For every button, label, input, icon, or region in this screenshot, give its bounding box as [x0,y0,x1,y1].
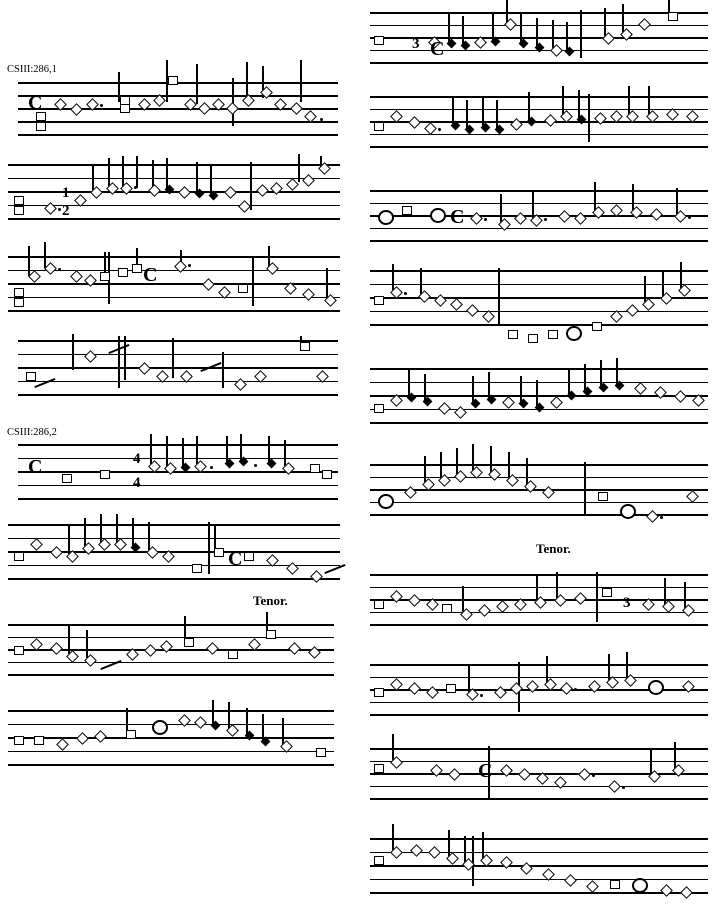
punctum-dot [404,292,407,295]
staff-line [8,191,340,193]
punctum-dot [438,128,441,131]
punctum-dot [254,464,257,467]
staff-line [8,538,340,540]
square-note [100,470,110,479]
square-note [374,296,384,305]
open-circle-note [378,210,394,225]
staff-line [370,677,708,679]
staff-line [8,624,334,626]
barline [250,162,252,210]
staff-line [370,96,708,98]
note-stem [172,338,174,378]
mensuration-numeral: 3 [623,595,631,611]
source-sigla: CSIII:286,2 [7,427,57,438]
square-note [132,264,142,273]
staff-line [370,748,708,750]
punctum-dot [210,466,213,469]
open-circle-note [430,208,446,223]
staff-line [18,381,338,383]
square-note [100,272,110,281]
staff-line [370,228,708,230]
staff-line [8,218,340,220]
square-note [14,206,24,215]
square-note [598,492,608,501]
square-note [602,588,612,597]
square-note [120,104,130,113]
square-note [184,638,194,647]
c-clef: C [430,38,445,60]
c-clef: C [28,92,43,114]
barline [498,268,500,324]
staff-line [370,489,708,491]
staff-line [18,340,338,342]
staff-line [8,524,340,526]
staff-lines [370,460,708,518]
square-note [374,404,384,413]
staff-system [18,336,338,398]
square-note [266,630,276,639]
open-circle-note [566,326,582,341]
barline [208,522,210,574]
note-stem [298,154,300,182]
staff-line [8,674,334,676]
mensuration-numeral: 4 [133,475,141,491]
tenor-label: Tenor. [253,593,288,608]
staff-line [370,25,708,27]
c-clef: C [478,760,493,782]
staff-system [370,92,708,150]
barline [596,572,598,622]
open-circle-note [648,680,664,695]
staff-line [370,624,708,626]
staff-line [370,761,708,763]
staff-line [370,838,708,840]
open-circle-note [152,720,168,735]
staff-line [18,485,338,487]
staff-system [370,460,708,518]
punctum-dot [58,268,61,271]
punctum-dot [688,216,691,219]
square-note [118,268,128,277]
note-stem [166,436,168,466]
staff-line [8,724,334,726]
square-note [244,552,254,561]
open-circle-note [620,504,636,519]
square-note [26,372,36,381]
staff-line [370,879,708,881]
staff-line [370,714,708,716]
punctum-dot [544,218,547,221]
staff-line [370,62,708,64]
square-note [168,76,178,85]
square-note [14,646,24,655]
staff-line [370,190,708,192]
punctum-dot [484,218,487,221]
barline [252,256,254,306]
note-stem [196,64,198,104]
note-stem [226,436,228,462]
staff-line [370,587,708,589]
punctum-dot [320,118,323,121]
staff-line [370,109,708,111]
staff-lines [8,706,334,768]
staff-line [370,203,708,205]
note-stem [44,242,46,268]
barline [118,336,120,388]
mensuration-numeral: 2 [62,203,70,219]
square-note [126,730,136,739]
square-note [442,604,452,613]
punctum-dot [134,186,137,189]
c-clef: C [143,264,158,286]
mensuration-numeral: 3 [412,36,420,52]
note-stem [222,352,224,388]
punctum-dot [574,688,577,691]
staff-line [370,12,708,14]
square-note [62,474,72,483]
staff-line [370,324,708,326]
staff-system [8,160,340,222]
c-clef: C [28,456,43,478]
square-note [374,688,384,697]
staff-lines [18,336,338,398]
staff-line [370,422,708,424]
staff-line [370,798,708,800]
open-circle-note [378,494,394,509]
staff-line [8,205,340,207]
open-circle-note [632,878,648,893]
staff-line [18,134,338,136]
note-stem [122,156,124,188]
square-note [402,206,412,215]
square-note [228,650,238,659]
staff-line [370,574,708,576]
staff-system [370,8,708,66]
note-stem [72,334,74,370]
staff-lines [370,8,708,66]
staff-system [8,706,334,768]
square-note [446,684,456,693]
note-stem [68,626,70,654]
square-note [374,36,384,45]
punctum-dot [58,208,61,211]
square-note [508,330,518,339]
staff-line [18,82,338,84]
note-stem [150,434,152,464]
staff-line [370,664,708,666]
staff-line [370,786,708,788]
staff-line [370,865,708,867]
staff-line [370,702,708,704]
staff-line [8,637,334,639]
staff-line [8,256,340,258]
square-note [374,764,384,773]
staff-line [370,368,708,370]
square-note [668,12,678,21]
barline [580,10,582,58]
square-note [322,470,332,479]
staff-lines [370,834,708,896]
staff-line [370,477,708,479]
staff-line [370,134,708,136]
note-stem [196,436,198,464]
square-note [374,122,384,131]
punctum-dot [480,694,483,697]
staff-line [18,121,338,123]
barline [584,462,586,514]
punctum-dot [188,264,191,267]
note-stem [184,616,186,640]
staff-line [18,354,338,356]
square-note [14,288,24,297]
square-note [374,856,384,865]
note-stem [136,156,138,188]
staff-line [18,367,338,369]
mensuration-numeral: 4 [133,451,141,467]
square-note [14,196,24,205]
staff-line [18,498,338,500]
square-note [310,464,320,473]
note-stem [300,60,302,102]
staff-line [370,311,708,313]
staff-line [370,892,708,894]
punctum-dot [622,786,625,789]
staff-line [18,394,338,396]
square-note [592,322,602,331]
square-note [238,284,248,293]
staff-system [370,834,708,896]
square-note [36,122,46,131]
square-note [14,736,24,745]
square-note [548,330,558,339]
tenor-label: Tenor. [536,541,571,556]
square-note [192,564,202,573]
c-clef: C [450,206,465,228]
note-stem [268,436,270,462]
note-stem [326,268,328,300]
punctum-dot [100,104,103,107]
staff-lines [370,92,708,150]
square-note [300,342,310,351]
staff-line [8,662,334,664]
staff-line [8,164,340,166]
note-stem [86,630,88,658]
barline [588,94,590,142]
note-stem [240,434,242,460]
staff-line [8,737,334,739]
staff-lines [8,160,340,222]
staff-line [370,240,708,242]
c-clef: C [228,548,243,570]
staff-line [370,37,708,39]
staff-line [18,95,338,97]
square-note [34,736,44,745]
source-sigla: CSIII:286,1 [7,64,57,75]
staff-line [8,578,340,580]
note-stem [182,438,184,466]
staff-line [370,502,708,504]
note-stem [28,246,30,276]
mensuration-numeral: 1 [62,185,70,201]
staff-line [18,444,338,446]
staff-line [8,297,340,299]
square-note [374,600,384,609]
square-note [14,552,24,561]
staff-line [18,458,338,460]
square-note [14,298,24,307]
square-note [528,334,538,343]
punctum-dot [660,516,663,519]
staff-line [370,146,708,148]
note-stem [284,440,286,466]
staff-line [370,612,708,614]
staff-line [370,382,708,384]
punctum-dot [592,774,595,777]
staff-line [370,464,708,466]
note-stem [124,336,126,380]
square-note [610,880,620,889]
staff-line [8,710,334,712]
square-note [316,748,326,757]
note-stem [68,526,70,554]
staff-line [8,764,334,766]
square-note [214,548,224,557]
staff-line [8,310,340,312]
